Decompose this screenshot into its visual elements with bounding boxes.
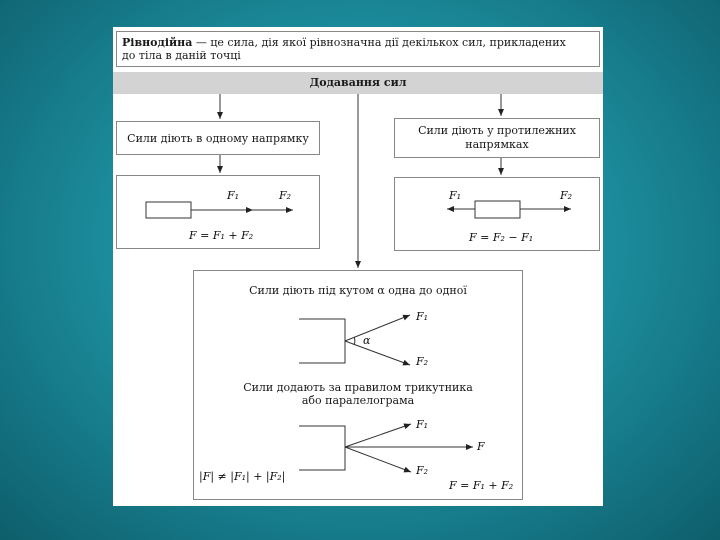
definition-term: Рівнодійна — [122, 36, 193, 49]
connector-overlay — [113, 27, 603, 506]
angle-section-title: Сили діють під кутом α одна до одної — [249, 284, 467, 297]
rule-text-1: Сили додають за правилом трикутника — [243, 381, 473, 394]
inequality-formula: |F| ≠ |F₁| + |F₂| — [199, 470, 286, 483]
definition-line1: — це сила, дія якої рівнозначна дії декількох сил, прикладених — [192, 36, 566, 49]
same-direction-label: Сили діють в одному напрямку — [127, 132, 309, 145]
angle-f2-arrow — [345, 341, 410, 365]
parallelogram-f2-arrow — [345, 447, 411, 472]
angle-f1-label: F₁ — [416, 310, 429, 323]
opposite-direction-body — [475, 201, 520, 218]
definition-line2: до тіла в даній точці — [122, 49, 241, 62]
banner-title: Додавання сил — [309, 76, 407, 89]
same-direction-f2-label: F₂ — [279, 189, 292, 202]
rule-text-2: або паралелограма — [301, 394, 415, 407]
angle-arc — [354, 337, 355, 345]
same-direction-formula: F = F₁ + F₂ — [189, 229, 254, 242]
parallelogram-body — [299, 426, 345, 470]
same-direction-body — [146, 202, 191, 218]
opposite-direction-label-2: напрямках — [465, 138, 529, 151]
opposite-direction-label-1: Сили діють у протилежних — [418, 124, 576, 137]
parallelogram-result-label: F — [477, 440, 485, 453]
opposite-direction-f1-label: F₁ — [449, 189, 462, 202]
parallelogram-f1-arrow — [345, 424, 411, 447]
angle-f1-arrow — [345, 315, 410, 341]
slide-panel — [113, 27, 603, 506]
opposite-direction-f2-label: F₂ — [560, 189, 573, 202]
opposite-direction-formula: F = F₂ − F₁ — [469, 231, 534, 244]
same-direction-f1-label: F₁ — [227, 189, 240, 202]
angle-f2-label: F₂ — [416, 355, 429, 368]
angle-body — [299, 319, 345, 363]
sum-formula: F = F₁ + F₂ — [449, 479, 514, 492]
parallelogram-f1-label: F₁ — [416, 418, 429, 431]
angle-alpha-label: α — [363, 334, 371, 347]
parallelogram-f2-label: F₂ — [416, 464, 429, 477]
